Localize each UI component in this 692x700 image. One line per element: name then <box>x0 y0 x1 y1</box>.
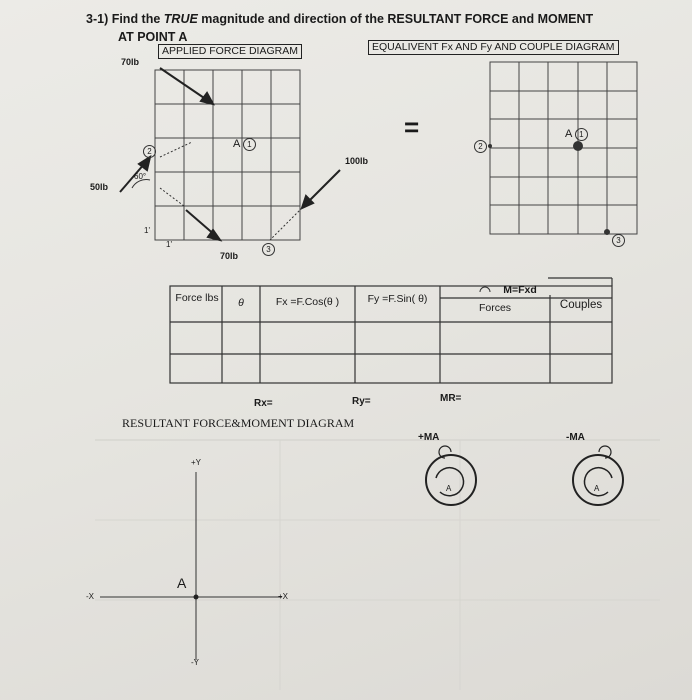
axis-minus-y: -Y <box>191 658 199 667</box>
moment-dial-positive <box>426 446 476 505</box>
equals-sign: = <box>404 112 420 142</box>
point-a-label: A <box>233 138 240 150</box>
resultant-grid <box>95 440 660 690</box>
applied-diagram-label: APPLIED FORCE DIAGRAM <box>158 44 302 59</box>
force-label-right: 100lb <box>345 156 369 166</box>
resultant-point-a: A <box>177 575 187 591</box>
header-fy: Fy =F.Sin( θ) <box>367 293 428 305</box>
equiv-marker-1-icon: 1 <box>575 128 588 141</box>
marker-3-icon: 3 <box>262 243 275 256</box>
axis-plus-x: +X <box>278 592 289 601</box>
force-label-left: 50lb <box>90 182 109 192</box>
moment-dial-negative <box>573 446 623 505</box>
header-force: Force lbs <box>175 292 219 304</box>
moment-negative-label: -MA <box>566 432 585 443</box>
force-label-bottom: 70lb <box>220 251 239 261</box>
force-arrow-right <box>306 170 340 204</box>
title-emphasis: TRUE <box>163 12 198 26</box>
equiv-marker-2-icon: 2 <box>474 140 487 153</box>
equivalent-diagram-label: EQUALIVENT Fx AND Fy AND COUPLE DIAGRAM <box>368 40 619 55</box>
equiv-point-a-label: A <box>565 128 572 140</box>
point-a-dot <box>573 141 583 151</box>
axis-minus-x: -X <box>86 592 94 601</box>
header-couples: Couples <box>559 299 603 311</box>
marker-1-icon: 1 <box>243 138 256 151</box>
equiv-marker-3-icon: 3 <box>612 234 625 247</box>
header-forces: Forces <box>478 302 512 314</box>
resultant-axes <box>100 472 282 660</box>
applied-point-a <box>233 138 256 151</box>
dimension-vertical: 1' <box>144 226 150 235</box>
equivalent-grid <box>490 62 637 234</box>
title-suffix: magnitude and direction of the RESULTANT FORCE and MOMENT <box>197 12 594 26</box>
axis-plus-y: +Y <box>191 458 202 467</box>
result-rx: Rx= <box>254 398 273 409</box>
resultant-diagram-label: RESULTANT FORCE&MOMENT DIAGRAM <box>122 416 355 430</box>
result-ry: Ry= <box>352 396 371 407</box>
arrowhead-top <box>201 93 213 104</box>
angle-label: 60° <box>134 172 147 181</box>
title-prefix: 3-1) Find the <box>86 12 164 26</box>
title-line-2: AT POINT A <box>118 30 188 44</box>
equivalent-point-a <box>565 128 588 141</box>
dial-a-positive: A <box>446 484 452 493</box>
header-theta: θ <box>238 297 244 309</box>
dial-a-negative: A <box>594 484 600 493</box>
force-arrow-top <box>160 68 210 102</box>
applied-grid <box>155 70 300 240</box>
result-mr: MR= <box>440 393 462 404</box>
dimension-horizontal: 1' <box>166 240 172 249</box>
header-fx: Fx =F.Cos(θ ) <box>275 296 340 308</box>
marker-2-icon: 2 <box>143 145 156 158</box>
header-moment: M=Fxd <box>503 284 537 296</box>
moment-positive-label: +MA <box>418 432 440 443</box>
force-label-top: 70lb <box>121 57 140 67</box>
